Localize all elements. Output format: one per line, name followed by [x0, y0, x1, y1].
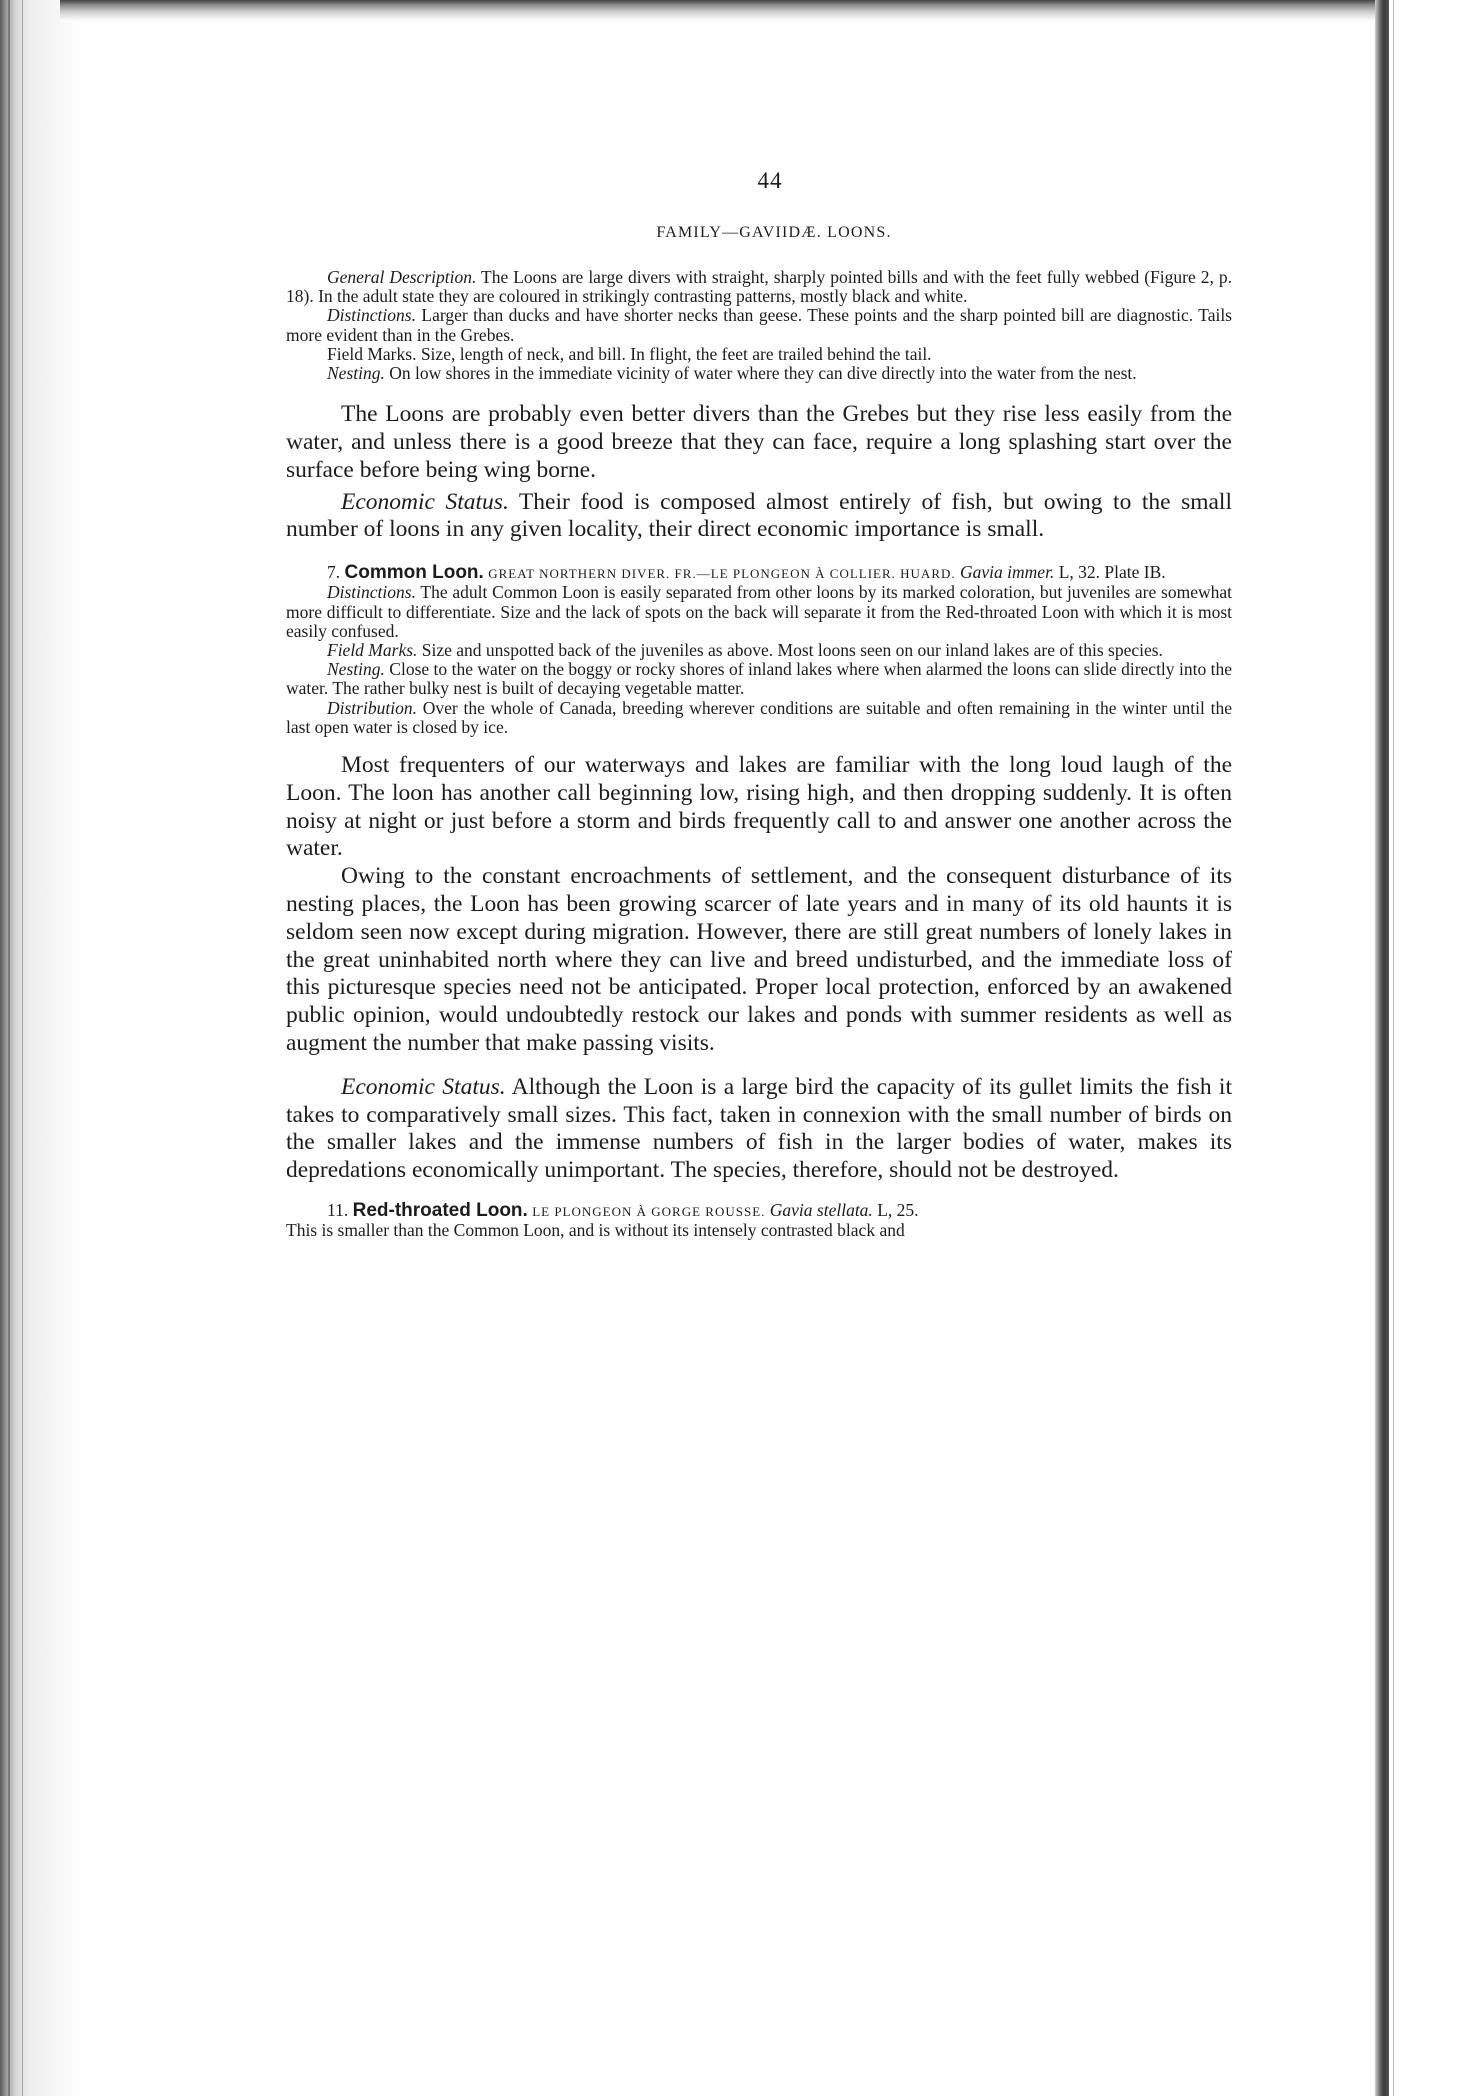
- common-loon-field-marks-lead: Field Marks.: [327, 640, 418, 661]
- common-loon-distinctions: [286, 583, 1232, 641]
- red-throated-loon-scientific: Gavia stellata.: [769, 1199, 873, 1220]
- common-loon-field-marks: [286, 641, 1232, 660]
- family-economic-status: [286, 489, 1232, 545]
- common-loon-alt-names: GREAT NORTHERN DIVER. FR.—LE PLONGEON À COLLIER. HUARD.: [488, 566, 956, 582]
- page-content: [286, 168, 1232, 1240]
- common-loon-economic-status-text: Although the Loon is a large bird the capacity of its gullet limits the fish it takes to comparatively small sizes. This fact, taken in connexion with the small number of birds on the smaller lakes and the immense numbers of fish in the larger bodies of water, makes its depredations economically unimportant. The species, therefore, should not be destroyed.: [286, 1073, 1232, 1184]
- common-loon-economic-status: [286, 1074, 1232, 1185]
- family-nesting-lead: Nesting.: [327, 363, 385, 384]
- family-heading: FAMILY—GAVIIDÆ. LOONS.: [656, 224, 892, 241]
- page-number: 44: [757, 168, 783, 193]
- book-top-edge: [60, 0, 1390, 22]
- family-general-description-lead: General Description.: [327, 267, 477, 287]
- red-throated-loon-text: This is smaller than the Common Loon, and is without its intensely contrasted black and: [286, 1220, 905, 1241]
- common-loon-distinctions-lead: Distinctions.: [327, 582, 416, 603]
- facing-page-edge: [1389, 0, 1472, 2096]
- family-distinctions-text: Larger than ducks and have shorter necks than geese. These points and the sharp pointed bill are diagnostic. Tails more evident than in the Grebes.: [286, 305, 1232, 345]
- family-field-marks-text: Size, length of neck, and bill. In flight, the feet are trailed behind the tail.: [416, 343, 932, 364]
- book-spine: [1375, 0, 1389, 2096]
- common-loon-length-plate: L, 32. Plate IB.: [1054, 562, 1166, 583]
- family-section: [286, 268, 1232, 544]
- common-loon-nesting-lead: Nesting.: [327, 659, 385, 680]
- common-loon-distribution: [286, 699, 1232, 737]
- common-loon-scientific: Gavia immer.: [960, 562, 1055, 583]
- red-throated-loon-entry: [286, 1201, 1232, 1240]
- common-loon-number: 7.: [327, 562, 341, 583]
- book-left-edge: [0, 0, 82, 2096]
- family-nesting-text: On low shores in the immediate vicinity of water where they can dive directly into the water from the nest.: [384, 363, 1137, 384]
- common-loon-entry: [286, 563, 1232, 1185]
- family-distinctions-lead: Distinctions.: [327, 305, 416, 326]
- red-throated-loon-length: L, 25.: [872, 1199, 919, 1220]
- common-loon-nesting: [286, 660, 1232, 698]
- common-loon-field-marks-text: Size and unspotted back of the juveniles as above. Most loons seen on our inland lakes are of this species.: [417, 640, 1163, 661]
- common-loon-heading: [286, 563, 1232, 583]
- family-field-marks: [286, 345, 1232, 364]
- common-loon-distribution-text: Over the whole of Canada, breeding wherever conditions are suitable and often remaining in the winter until the last open water is closed by ice.: [286, 697, 1232, 737]
- common-loon-name: Common Loon.: [344, 562, 484, 584]
- common-loon-paragraph-2: Owing to the constant encroachments of settlement, and the consequent disturbance of its nesting places, the Loon has been growing scarcer of late years and in many of its old haunts it is seldom seen now except during migration. However, there are still great numbers of lonely lakes in the great uninhabited north where they can live and breed undisturbed, and the immediate loss of this picturesque species need not be anticipated. Proper local protection, enforced by an awakened public opinion, would undoubtedly restock our lakes and ponds with summer residents as well as augment the number that make passing visits.: [286, 863, 1232, 1056]
- common-loon-distinctions-text: The adult Common Loon is easily separated from other loons by its marked coloration, but juveniles are somewhat more difficult to differentiate. Size and the lack of spots on the back will separate it from the Red-throated Loon with which it is most easily confused.: [286, 582, 1232, 641]
- family-general-description-text: The Loons are large divers with straight, sharply pointed bills and with the feet fully webbed (Figure 2, p. 18). In the adult state they are coloured in strikingly contrasting patterns, mostly black and white.: [286, 267, 1232, 307]
- family-economic-status-text: Their food is composed almost entirely of fish, but owing to the small number of loons in any given locality, their direct economic importance is small.: [286, 488, 1232, 543]
- red-throated-loon-name: Red-throated Loon.: [352, 1199, 528, 1221]
- common-loon-distribution-lead: Distribution.: [327, 697, 417, 718]
- family-body-paragraph: The Loons are probably even better divers than the Grebes but they rise less easily from the water, and unless there is a good breeze that they can face, require a long splashing start over the surface before being wing borne.: [286, 401, 1232, 483]
- family-distinctions: [286, 306, 1232, 344]
- common-loon-paragraph-1: Most frequenters of our waterways and lakes are familiar with the long loud laugh of the Loon. The loon has another call beginning low, rising high, and then dropping suddenly. It is often noisy at night or just before a storm and birds frequently call to and answer one another across the water.: [286, 752, 1232, 862]
- red-throated-loon-number: 11.: [327, 1199, 349, 1220]
- common-loon-economic-status-lead: Economic Status.: [341, 1073, 506, 1100]
- family-field-marks-lead: Field Marks.: [327, 343, 417, 364]
- family-economic-status-lead: Economic Status.: [341, 488, 509, 515]
- red-throated-loon-heading: [286, 1201, 1232, 1221]
- red-throated-loon-alt-names: LE PLONGEON À GORGE ROUSSE.: [532, 1203, 766, 1219]
- common-loon-nesting-text: Close to the water on the boggy or rocky shores of inland lakes where when alarmed the loons can slide directly into the water. The rather bulky nest is built of decaying vegetable matter.: [286, 659, 1232, 699]
- family-general-description: [286, 268, 1232, 306]
- family-nesting: [286, 364, 1232, 383]
